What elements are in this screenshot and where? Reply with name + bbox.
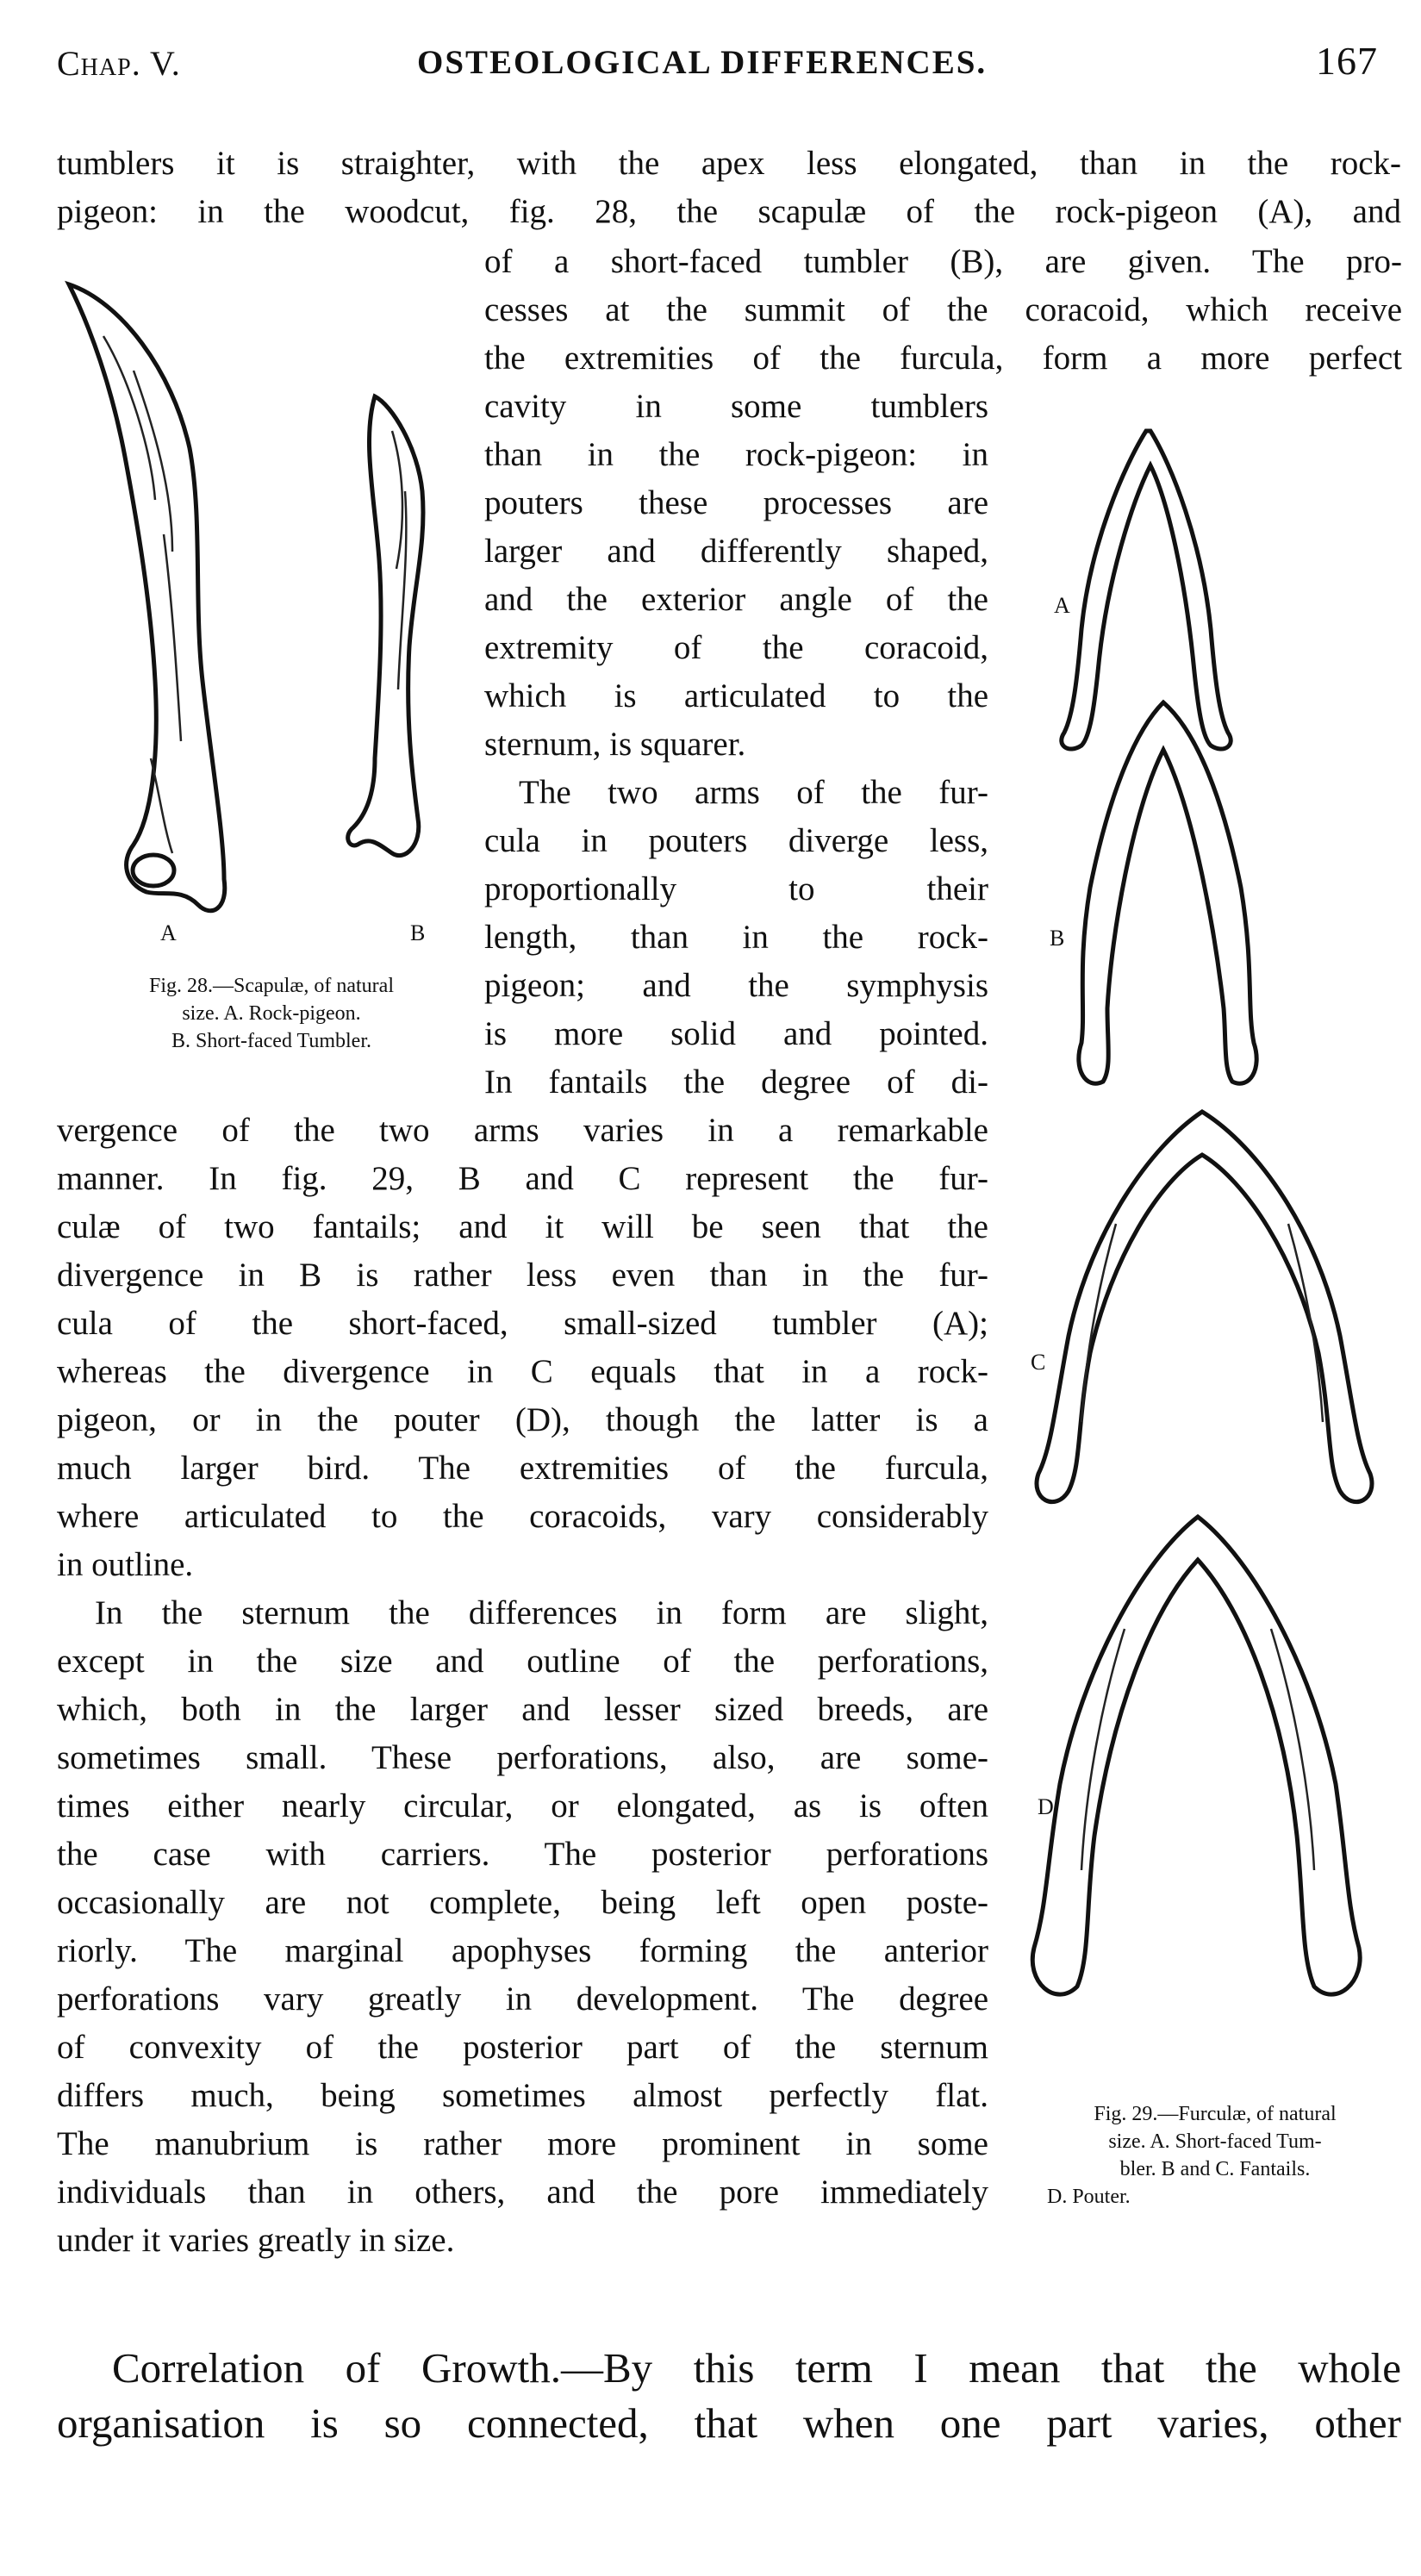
furcula-d-drawing [1032,1517,1360,1994]
body-line: in outline. [57,1546,194,1583]
body-line: the case with carriers. The posterior perforations [57,1836,988,1873]
fig28-caption [69,972,474,1055]
body-line: differs much, being sometimes almost perfectly flat. [57,2077,988,2114]
figure-29-furculae [1021,405,1409,2103]
body-line: under it varies greatly in size. [57,2222,455,2259]
body-line: much larger bird. The extremities of the furcula, [57,1450,988,1487]
page-number: 167 [1316,39,1378,83]
body-line: where articulated to the coracoids, vary considerably [57,1498,988,1535]
body-line: culæ of two fantails; and it will be seen that the [57,1208,988,1245]
fig28-caption-line: B. Short-faced Tumbler. [171,1030,371,1052]
body-line: except in the size and outline of the perforations, [57,1643,988,1680]
fig29-caption-line: Fig. 29.—Furculæ, of natural [1094,2103,1337,2125]
furcula-a-drawing [1062,431,1231,749]
body-line: the extremities of the furcula, form a more perfect [484,340,1402,377]
body-line: of a short-faced tumbler (B), are given. The pro- [484,243,1402,280]
body-line: cula in pouters diverge less, [484,822,988,859]
body-line: vergence of the two arms varies in a remarkable [57,1112,988,1149]
body-line: which, both in the larger and lesser sized breeds, are [57,1691,988,1728]
body-line: divergence in B is rather less even than in the fur- [57,1257,988,1294]
body-line: cula of the short-faced, small-sized tumbler (A); [57,1305,988,1342]
body-line: of convexity of the posterior part of the sternum [57,2029,988,2066]
body-line: cavity in some tumblers [484,388,988,425]
body-line: occasionally are not complete, being left open poste- [57,1884,988,1921]
body-line: manner. In fig. 29, B and C represent the fur- [57,1160,988,1197]
body-line: extremity of the coracoid, [484,629,988,666]
fig29-label-a: A [1054,593,1070,618]
body-line: sometimes small. These perforations, also, are some- [57,1739,988,1776]
body-line: The manubrium is rather more prominent in some [57,2125,988,2162]
fig29-caption [1025,2100,1405,2211]
fig28-label-b: B [410,920,426,945]
body-line: than in the rock-pigeon: in [484,436,988,473]
fig29-label-b: B [1050,926,1065,951]
body-line: times either nearly circular, or elongated, as is often [57,1787,988,1824]
furcula-c-drawing [1037,1112,1372,1502]
body-line: In the sternum the differences in form are slight, [95,1594,988,1631]
body-line: and the exterior angle of the [484,581,988,618]
body-line: cesses at the summit of the coracoid, which receive [484,291,1402,328]
fig28-caption-line: size. A. Rock-pigeon. [182,1002,361,1025]
fig29-caption-line: bler. B and C. Fantails. [1119,2158,1311,2180]
fig29-caption-line: size. A. Short-faced Tum- [1108,2130,1322,2153]
body-line: organisation is so connected, that when one part varies, other [57,2399,1401,2447]
body-line: proportionally to their [484,870,988,908]
figure-28-scapulae [52,276,465,931]
fig29-label-c: C [1031,1350,1046,1375]
body-line: pouters these processes are [484,484,988,521]
body-line: larger and differently shaped, [484,533,988,570]
furcula-b-drawing [1079,702,1256,1083]
fig29-caption-line: D. Pouter. [1047,2186,1131,2208]
body-line: is more solid and pointed. [484,1015,988,1052]
body-line: riorly. The marginal apophyses forming the anterior [57,1932,988,1969]
body-line: sternum, is squarer. [484,726,746,763]
body-line: In fantails the degree of di- [484,1063,988,1101]
body-line: perforations vary greatly in development. The degree [57,1980,988,2018]
scapula-a-drawing [69,284,225,911]
body-line: tumblers it is straighter, with the apex less elongated, than in the rock- [57,145,1401,182]
fig28-caption-line: Fig. 28.—Scapulæ, of natural [149,975,394,997]
scapula-b-drawing [348,396,423,856]
body-line: individuals than in others, and the pore immediately [57,2174,988,2211]
body-line: The two arms of the fur- [519,774,988,811]
body-line: pigeon; and the symphysis [484,967,988,1004]
fig29-label-d: D [1038,1794,1054,1819]
fig28-label-a: A [160,920,177,945]
body-line: whereas the divergence in C equals that in a rock- [57,1353,988,1390]
body-line: pigeon, or in the pouter (D), though the latter is a [57,1401,988,1438]
body-line: which is articulated to the [484,677,988,714]
body-line: pigeon: in the woodcut, fig. 28, the scapulæ of the rock-pigeon (A), and [57,193,1401,230]
section-heading-line: Correlation of Growth.—By this term I mean that the whole [112,2344,1401,2392]
body-line: length, than in the rock- [484,919,988,956]
running-head-title: OSTEOLOGICAL DIFFERENCES. [417,44,988,81]
running-head-chapter: Chap. V. [57,44,181,83]
